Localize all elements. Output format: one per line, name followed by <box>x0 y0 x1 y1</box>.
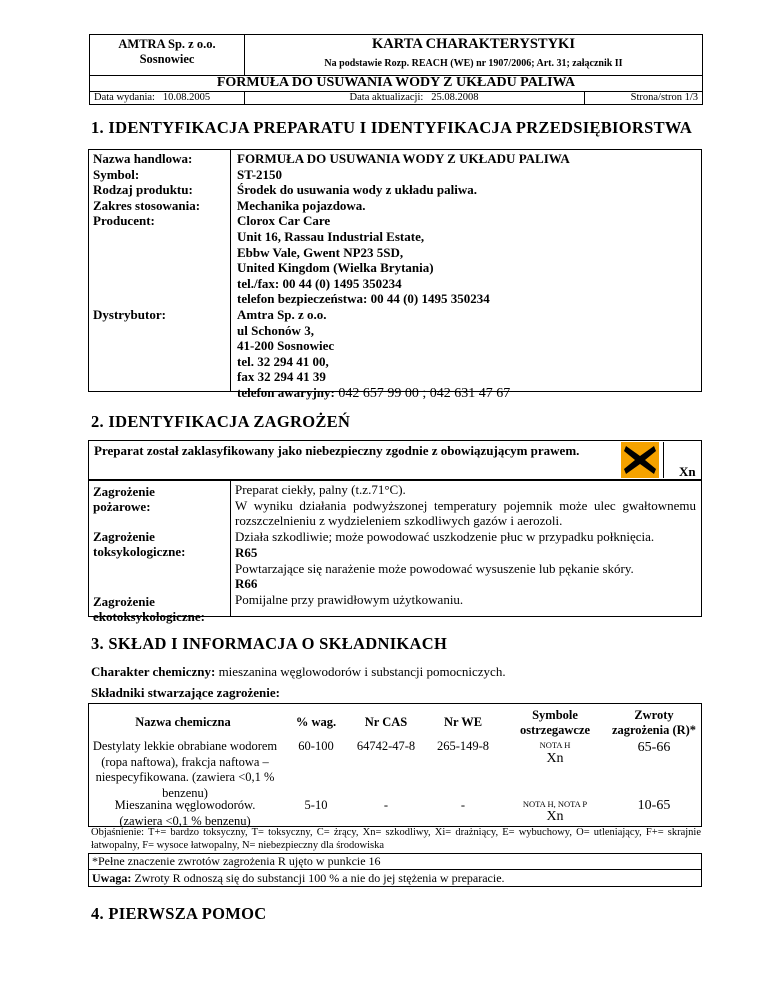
tox-hazard-code-1: R65 <box>235 544 258 560</box>
emergency-phone-label: telefon awaryjny: <box>237 384 335 400</box>
tox-hazard-text-1: Działa szkodliwie; może powodować uszkodzenie płuc w przypadku połknięcia. <box>235 529 655 545</box>
eco-hazard-label-2: ekotoksykologiczne: <box>93 609 205 624</box>
tox-hazard-text-2: Powtarzające się narażenie może powodować wysuszenie lub pękanie skóry. <box>235 560 634 576</box>
chemical-character-label: Charakter chemiczny: <box>91 664 216 679</box>
fire-hazard-text-2: W wyniku działania podwyższonej temperatury pojemnik może ulec gwałtownemu rozszczelnieniu z wydzieleniem szkodliwych gazów i aerozoli. <box>235 497 696 529</box>
tox-hazard-code-2: R66 <box>235 576 258 592</box>
producer-name: Clorox Car Care <box>237 213 331 229</box>
row2-name: Mieszanina węglowodorów. (zawiera <0,1 % benzenu) <box>114 798 256 828</box>
fire-hazard-label-1: Zagrożenie <box>93 484 155 499</box>
header-divider-2 <box>584 91 585 105</box>
row2-weight: 5-10 <box>304 798 328 812</box>
label-trade-name: Nazwa handlowa: <box>93 151 193 166</box>
chemical-character-value: mieszanina węglowodorów i substancji pomocniczych. <box>215 664 506 679</box>
emergency-phone-numbers: 042 657 99 00 ; 042 631 47 67 <box>334 385 511 401</box>
row1-note: NOTA H <box>539 740 571 750</box>
abbreviations-explanation: Objaśnienie: T+= bardzo toksyczny, T= toksyczny, C= żrący, Xn= szkodliwy, Xi= drażniący, E= wybuchowy, O= utleniający, F+= skrajnie łatwopalny, F= wysoce łatwopalny, N= niebezpieczny dla środowiska <box>91 827 701 851</box>
fire-hazard-text-1: Preparat ciekły, palny (t.z.71°C). <box>235 482 406 497</box>
fire-hazard-label-2: pożarowe: <box>93 499 151 514</box>
label-symbol: Symbol: <box>93 166 140 182</box>
row1-cas: 64742-47-8 <box>356 739 416 753</box>
update-date-label: Data aktualizacji: <box>349 92 424 103</box>
tox-hazard-label-1: Zagrożenie <box>93 529 155 544</box>
label-producer: Producent: <box>93 213 155 229</box>
page-number: Strona/stron 1/3 <box>630 92 698 103</box>
issue-date: 10.08.2005 <box>162 92 211 103</box>
row2-note: NOTA H, NOTA P <box>522 799 588 809</box>
row2-we: - <box>460 798 466 812</box>
harmful-x-icon <box>621 442 659 478</box>
distributor-fax: fax 32 294 41 39 <box>237 369 326 385</box>
label-product-type: Rodzaj produktu: <box>93 182 193 198</box>
producer-country: United Kingdom (Wielka Brytania) <box>237 260 434 276</box>
hazard-symbol-box <box>617 442 664 478</box>
col-chemical-name: Nazwa chemiczna <box>135 715 231 729</box>
producer-telfax: tel./fax: 00 44 (0) 1495 350234 <box>237 275 402 291</box>
issue-date-label: Data wydania: <box>94 92 155 103</box>
row1-weight: 60-100 <box>298 739 334 753</box>
col-weight-percent: % wag. <box>295 715 337 729</box>
row1-symbol: Xn <box>546 751 564 766</box>
section-4-title: 4. PIERWSZA POMOC <box>91 904 267 923</box>
producer-address-2: Ebbw Vale, Gwent NP23 5SD, <box>237 244 404 260</box>
distributor-phone: tel. 32 294 41 00, <box>237 353 329 369</box>
tox-hazard-label-2: toksykologiczne: <box>93 544 186 559</box>
row1-we: 265-149-8 <box>436 739 490 753</box>
col-we: Nr WE <box>443 715 483 729</box>
r-phrases-footnote: *Pełne znaczenie zwrotów zagrożenia R ujęto w punkcie 16 <box>92 854 381 868</box>
update-date: 25.08.2008 <box>431 92 479 103</box>
footnote-divider <box>88 869 702 870</box>
section-2-title: 2. IDENTYFIKACJA ZAGROŻEŃ <box>91 412 351 431</box>
label-distributor: Dystrybutor: <box>93 307 166 322</box>
distributor-name: Amtra Sp. z o.o. <box>237 306 327 322</box>
product-title: FORMUŁA DO USUWANIA WODY Z UKŁADU PALIWA <box>216 75 576 90</box>
hazard-symbol-code: Xn <box>679 464 696 479</box>
distributor-city: 41-200 Sosnowiec <box>237 338 335 354</box>
label-application: Zakres stosowania: <box>93 197 201 213</box>
col-risk-phrases: Zwroty zagrożenia (R)* <box>611 708 697 737</box>
producer-address-1: Unit 16, Rassau Industrial Estate, <box>237 228 425 244</box>
eco-hazard-label-1: Zagrożenie <box>93 594 155 609</box>
col-warning-symbols: Symbole ostrzegawcze <box>519 708 591 737</box>
application: Mechanika pojazdowa. <box>237 197 366 213</box>
section-3-title: 3. SKŁAD I INFORMACJA O SKŁADNIKACH <box>91 634 448 653</box>
distributor-street: ul Schonów 3, <box>237 322 314 338</box>
row1-name: Destylaty lekkie obrabiane wodorem (ropa naftowa), frakcja naftowa – niespecyfikowana. (zawiera <0,1 % benzenu) <box>92 739 278 800</box>
trade-name: FORMUŁA DO USUWANIA WODY Z UKŁADU PALIWA <box>237 151 570 166</box>
row2-risk: 10-65 <box>637 798 671 813</box>
section-1-title: 1. IDENTYFIKACJA PREPARATU I IDENTYFIKACJA PRZEDSIĘBIORSTWA <box>91 118 693 137</box>
warning-label: Uwaga: <box>92 871 132 885</box>
hazards-divider <box>230 480 231 617</box>
col-cas: Nr CAS <box>364 715 408 729</box>
hazardous-components-label: Składniki stwarzające zagrożenie: <box>91 685 280 700</box>
eco-hazard-text: Pomijalne przy prawidłowym użytkowaniu. <box>235 591 464 607</box>
producer-safety-phone: telefon bezpieczeństwa: 00 44 (0) 1495 350234 <box>237 291 490 307</box>
product-type: Środek do usuwania wody z układu paliwa. <box>237 182 477 198</box>
row2-cas: - <box>383 798 389 812</box>
symbol: ST-2150 <box>237 166 283 182</box>
row2-symbol: Xn <box>546 809 564 824</box>
classification-text: Preparat został zaklasyfikowany jako niebezpieczny zgodnie z obowiązującym prawem. <box>94 443 580 458</box>
company-city: Sosnowiec <box>139 52 195 66</box>
identification-divider <box>230 149 231 392</box>
warning-text: Zwroty R odnoszą się do substancji 100 % a nie do jej stężenia w preparacie. <box>131 871 505 885</box>
doc-title: KARTA CHARAKTERYSTYKI <box>372 36 575 52</box>
row1-risk: 65-66 <box>637 740 671 755</box>
company-name: AMTRA Sp. z o.o. <box>118 37 216 51</box>
regulation-basis: Na podstawie Rozp. REACH (WE) nr 1907/2006; Art. 31; załącznik II <box>324 58 623 69</box>
